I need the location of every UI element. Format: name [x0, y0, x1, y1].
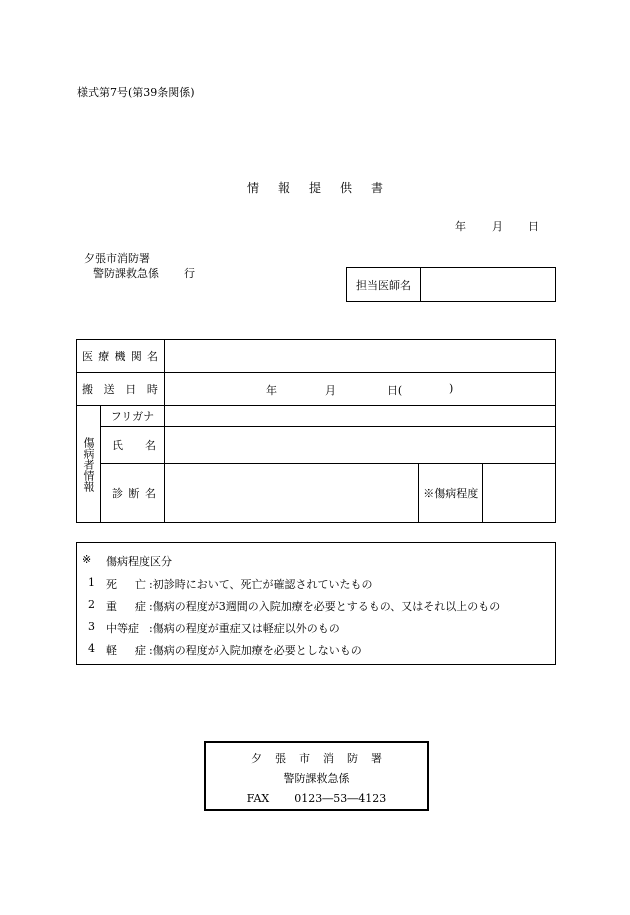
- form-number: 様式第7号(第39条関係): [77, 86, 195, 99]
- addressee-suffix: 行: [184, 267, 195, 280]
- date-month: 月: [492, 220, 503, 233]
- medical-institution-label: 医 療 機 関 名: [77, 340, 165, 373]
- date-line: [455, 218, 539, 234]
- title-char: 供: [340, 181, 353, 195]
- medical-institution-field[interactable]: [164, 340, 555, 373]
- transport-close: ): [448, 382, 454, 395]
- office-fax: [206, 792, 427, 805]
- patient-info-label: 傷病者情報: [77, 406, 101, 523]
- severity-criteria-box: ※ 傷病程度区分 1 死 亡 :初診時において、死亡が確認されていたもの 2 重 症 :傷病の程度が3週間の入院加療を必要とするもの、又はそれ以上のもの 3 中等症 :傷病の程度が重症又は軽症以外のもの 4 軽 症 :傷病の程度が入院加療を必要としないもの: [76, 542, 556, 665]
- addressee-section: 警防課救急係: [93, 267, 159, 280]
- transport-year: 年: [265, 384, 277, 397]
- doctor-name-field[interactable]: [421, 268, 556, 302]
- title-char: 書: [371, 181, 384, 195]
- document-title: [0, 179, 630, 196]
- office-name: 夕 張 市 消 防 署: [251, 752, 382, 765]
- severity-label: ※傷病程度: [419, 464, 483, 523]
- date-year: 年: [455, 220, 466, 233]
- office-contact-box: [204, 741, 429, 811]
- doctor-table: [346, 267, 556, 302]
- name-field[interactable]: [164, 427, 555, 464]
- title-char: 情: [246, 181, 259, 195]
- furigana-field[interactable]: [164, 406, 555, 427]
- criteria-mark: ※: [82, 553, 92, 566]
- fax-label: FAX: [246, 792, 270, 805]
- transport-month: 月: [324, 384, 336, 397]
- title-char: 提: [308, 181, 321, 195]
- diagnosis-label: 診 断 名: [100, 464, 164, 523]
- furigana-label: フリガナ: [100, 406, 164, 427]
- severity-field[interactable]: [483, 464, 556, 523]
- transport-day: 日(: [386, 384, 403, 397]
- fax-number: 0123―53―4123: [294, 792, 387, 805]
- doctor-label: 担当医師名: [347, 268, 421, 302]
- office-section: 警防課救急係: [283, 772, 350, 785]
- name-label: 氏 名: [100, 427, 164, 464]
- addressee: [84, 251, 195, 281]
- criteria-title: 傷病程度区分: [106, 555, 172, 568]
- addressee-office: 夕張市消防署: [84, 252, 150, 265]
- date-day: 日: [528, 220, 539, 233]
- diagnosis-field[interactable]: [164, 464, 418, 523]
- transport-datetime-field[interactable]: [164, 373, 555, 406]
- title-char: 報: [277, 181, 290, 195]
- transport-datetime-label: 搬 送 日 時: [77, 373, 165, 406]
- info-table: [76, 339, 556, 523]
